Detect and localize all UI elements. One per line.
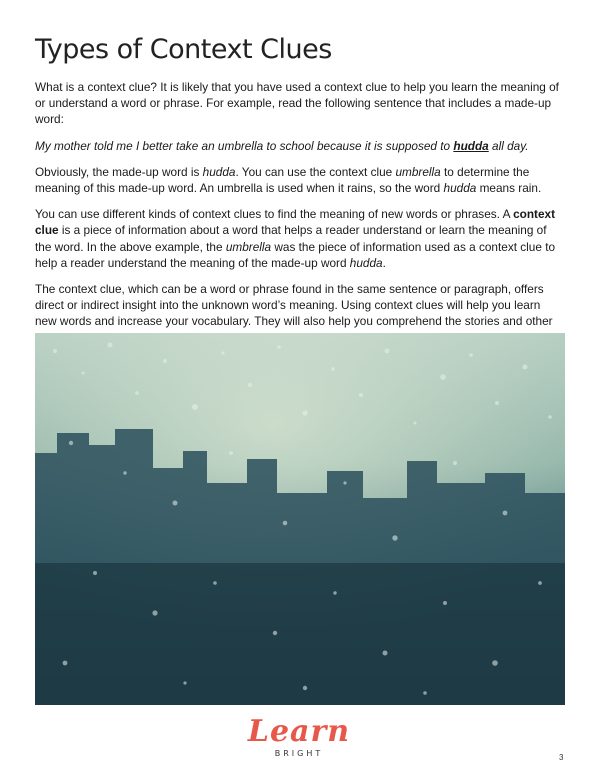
paragraph-closing: The context clue, which can be a word or phrase found in the same sentence or paragraph, offers direct or indirect insight into the unknown word’s meaning. Using context clues will help you learn new words and increase your vocabulary. They will also help you comprehend the stories and other (35, 282, 553, 329)
term-context-clue: context clue (35, 207, 556, 238)
p4-text-a: You can use different kinds of context clues to find the meaning of new words or phrases. A (35, 207, 514, 222)
p4-text-c: is a piece of information about a word that helps a reader understand or learn the meaning of the word. In the above example, the (35, 223, 547, 254)
logo-wordmark: Learn (247, 714, 351, 749)
p4-text-g: . (382, 255, 386, 270)
p3-word-hudda: hudda (202, 164, 236, 179)
logo-subtext: BRIGHT (274, 749, 324, 758)
p3-word-umbrella: umbrella (395, 164, 441, 179)
p4-word-umbrella: umbrella (225, 239, 272, 254)
page-title: Types of Context Clues (35, 34, 332, 65)
p3-text-c: . You can use the context clue (235, 164, 396, 179)
p3-text-a: Obviously, the made-up word is (35, 164, 203, 179)
p4-text-e: was the piece of information used as a context clue to help a reader understand the meaning of the made-up word (35, 239, 556, 270)
p3-word-hudda-2: hudda (443, 181, 477, 196)
article-body (35, 79, 565, 356)
p3-text-g: means rain. (476, 181, 542, 196)
p4-word-hudda: hudda (349, 255, 383, 270)
rainy-window-illustration (35, 333, 565, 705)
page-number: 3 (559, 753, 564, 762)
example-text-after: all day. (488, 138, 529, 153)
made-up-word: hudda (453, 138, 489, 153)
example-text-before: My mother told me I better take an umbrella to school because it is supposed to (35, 138, 454, 153)
p3-text-e: to determine the meaning of this made-up word. An umbrella is used when it rains, so the word (35, 164, 530, 196)
paragraph-definition (35, 206, 565, 271)
learn-bright-logo (234, 714, 364, 767)
example-sentence (35, 138, 565, 154)
paragraph-intro: What is a context clue? It is likely that you have used a context clue to help you learn the meaning of or understand a word or phrase. For example, read the following sentence that includes a made-up word: (35, 80, 559, 127)
rainy-window-photo (35, 333, 565, 705)
paragraph-explanation (35, 164, 565, 196)
